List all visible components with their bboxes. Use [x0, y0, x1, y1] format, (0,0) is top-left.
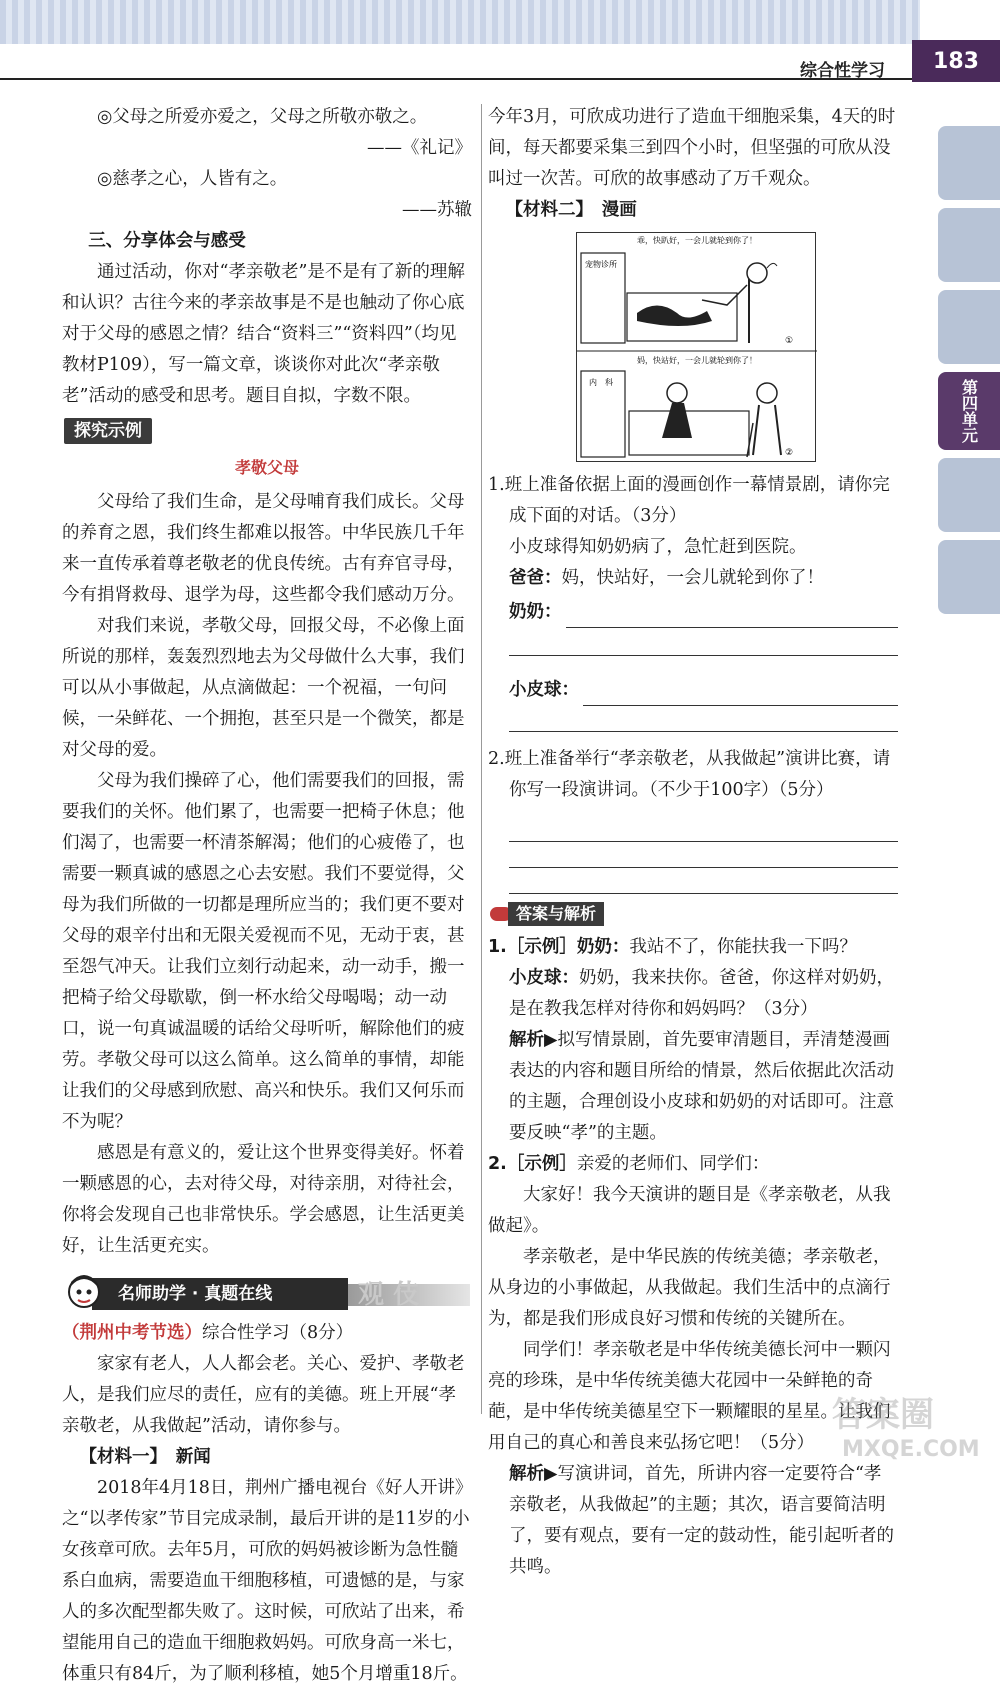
left-column	[62, 102, 472, 1690]
comic-caption-2: 妈，快站好，一会儿就轮到你了！	[637, 356, 757, 365]
speech-answer-line-1[interactable]	[509, 806, 898, 842]
grandma-answer-line-2[interactable]	[509, 628, 898, 656]
material-1-label: 【材料一】 新闻	[79, 1447, 211, 1467]
essay-paragraph: 感恩是有意义的，爱让这个世界变得美好。怀着一颗感恩的心，去对待父母，对待亲朋，对待社会，你将会发现自己也非常快乐。学会感恩，让生活更美好，让生活更充实。	[62, 1143, 465, 1256]
answer-2-greeting: 亲爱的老师们、同学们：	[576, 1154, 770, 1174]
answer-tag	[490, 902, 604, 926]
answer-tag-label: 答案与解析	[508, 902, 604, 926]
kid-answer-line[interactable]	[583, 682, 898, 706]
question-1: 1.班上准备依据上面的漫画创作一幕情景剧，请你完成下面的对话。（3分）	[488, 475, 890, 526]
kid-answer-row	[488, 656, 898, 706]
side-tab-3[interactable]	[938, 290, 1000, 364]
answer-2-paragraph: 同学们！孝亲敬老是中华传统美德长河中一颗闪亮的珍珠，是中华传统美德大花园中一朵鲜艳的奇葩，是中华传统美德星空下一颗耀眼的星星。让我们用自己的真心和善良来弘扬它吧！（5分）	[488, 1340, 891, 1453]
banner-main: 名师助学	[118, 1284, 186, 1304]
section-3-title: 三、分享体会与感受	[88, 231, 246, 251]
exam-intro: 家家有老人，人人都会老。关心、爱护、孝敬老人，是我们应尽的责任，应有的美德。班上开展“孝亲敬老，从我做起”活动，请你参与。	[62, 1354, 465, 1436]
header-pattern-band	[0, 0, 920, 44]
question-2: 2.班上准备举行“孝亲敬老，从我做起”演讲比赛，请你写一段演讲词。（不少于100字）（5分）	[488, 749, 891, 800]
comic-strip	[576, 232, 816, 462]
side-tab-unit-4[interactable]: 第四单元	[938, 372, 1000, 450]
watermark-url: MXQE.COM	[842, 1437, 980, 1462]
answer-1-head: 1.［示例］奶奶：	[488, 937, 630, 957]
header-rule	[0, 78, 920, 80]
side-tab-1[interactable]	[938, 126, 1000, 200]
banner-bar	[92, 1278, 348, 1310]
essay-paragraph: 父母为我们操碎了心，他们需要我们的回报，需要我们的关怀。他们累了，也需要一把椅子休息；他们渴了，也需要一杯清茶解渴；他们的心疲倦了，也需要一颗真诚的感恩之心去安慰。我们不要觉得，父母为我们所做的一切都是理所应当的；我们更不要对父母的艰辛付出和无限关爱视而不见，无动于衷，甚至怨气冲天。让我们立刻行动起来，动一动手，搬一把椅子给父母歇歇，倒一杯水给父母喝喝；动一动口，说一句真诚温暖的话给父母听听，解除他们的疲劳。孝敬父母可以这么简单。这么简单的事情，却能让我们的父母感到欣慰、高兴和快乐。我们又何乐而不为呢？	[62, 771, 465, 1132]
watermark-logo	[822, 1388, 1000, 1463]
banner-sep: ·	[191, 1284, 199, 1304]
essay-paragraph: 父母给了我们生命，是父母哺育我们成长。父母的养育之恩，我们终生都难以报答。中华民族几千年来一直传承着尊老敬老的优良传统。古有弃官寻母，今有捐肾救母、退学为母，这些都令我们感动万分。	[62, 492, 465, 605]
side-tab-5[interactable]	[938, 458, 1000, 532]
column-divider	[481, 104, 482, 1414]
example-tag: 探究示例	[64, 418, 152, 444]
grandma-answer-row	[488, 594, 898, 628]
essay-paragraph: 对我们来说，孝敬父母，回报父母，不必像上面所说的那样，轰轰烈烈地去为父母做什么大事，我们可以从小事做起，从点滴做起：一个祝福，一句问候，一朵鲜花、一个拥抱，甚至只是一个微笑，都是对父母的爱。	[62, 616, 465, 760]
exam-source: （荆州中考节选）	[62, 1323, 202, 1343]
comic-sign-pet-clinic: 宠物诊所	[585, 260, 617, 269]
answer-1-grandma: 我站不了，你能扶我一下吗？	[629, 937, 857, 957]
answer-2-paragraph: 孝亲敬老，是中华民族的传统美德；孝亲敬老，从身边的小事做起，从我做起。我们生活中的点滴行为，都是我们形成良好习惯和传统的关键所在。	[488, 1247, 891, 1329]
answer-1-kid: 奶奶，我来扶你。爸爸，你这样对奶奶，是在教我怎样对待你和妈妈吗？（3分）	[509, 968, 894, 1019]
grandma-label: 奶奶：	[509, 602, 562, 622]
answer-2-head: 2.［示例］	[488, 1154, 577, 1174]
banner-sub: 真题在线	[204, 1284, 273, 1304]
teacher-help-banner	[62, 1270, 472, 1314]
section-title: 综合性学习	[800, 61, 885, 81]
answer-2-explain: ▶写演讲词，首先，所讲内容一定要符合“孝亲敬老，从我做起”的主题；其次，语言要简洁明了，要有观点，要有一定的鼓动性，能引起听者的共鸣。	[509, 1464, 894, 1577]
quote-suzhe-source: ——苏辙	[402, 200, 472, 220]
dad-line: 妈，快站好，一会儿就轮到你了！	[561, 568, 824, 588]
kid-label: 小皮球：	[509, 680, 579, 700]
section-3-body: 通过活动，你对“孝亲敬老”是不是有了新的理解和认识？古往今来的孝亲故事是不是也触动了你心底对于父母的感恩之情？结合“资料三”“资料四”（均见教材P109），写一篇文章，谈谈你对此次“孝亲敬老”活动的感受和思考。题目自拟，字数不限。	[62, 262, 465, 406]
material-1-continued: 今年3月，可欣成功进行了造血干细胞采集，4天的时间，每天都要采集三到四个小时，但坚强的可欣从没叫过一次苦。可欣的故事感动了万千观众。	[488, 107, 896, 189]
page-number: 183	[912, 40, 1000, 82]
exam-title: 综合性学习（8分）	[202, 1323, 354, 1343]
quote-suzhe: ◎慈孝之心，人皆有之。	[97, 169, 288, 189]
right-column	[488, 102, 898, 1583]
watermark-text: 答案圈	[832, 1395, 934, 1435]
comic-panel-2-number: ②	[785, 448, 794, 458]
side-tab-2[interactable]	[938, 208, 1000, 282]
answer-1-explain-label: 解析	[509, 1030, 544, 1050]
answer-2-explain-label: 解析	[509, 1464, 544, 1484]
speech-answer-line-2[interactable]	[509, 842, 898, 868]
comic-sign-internal-medicine: 内 科	[589, 378, 613, 387]
kid-answer-line-2[interactable]	[509, 706, 898, 732]
mascot-icon	[66, 1272, 102, 1312]
essay-title: 孝敬父母	[234, 458, 299, 477]
quote-liji-source: ——《礼记》	[367, 138, 472, 158]
answer-1-explain: ▶拟写情景剧，首先要审清题目，弄清楚漫画表达的内容和题目所给的情景，然后依据此次活动的主题，合理创设小皮球和奶奶的对话即可。注意要反映“孝”的主题。	[509, 1030, 894, 1143]
comic-panel-1-number: ①	[785, 336, 794, 346]
answer-1-kid-label: 小皮球：	[509, 968, 579, 988]
quote-liji: ◎父母之所爱亦爱之，父母之所敬亦敬之。	[97, 107, 428, 127]
material-1-text: 2018年4月18日，荆州广播电视台《好人开讲》之“以孝传家”节目完成录制，最后开讲的是11岁的小女孩章可欣。去年5月，可欣的妈妈被诊断为急性髓系白血病，需要造血干细胞移植，可遗憾的是，与家人的多次配型都失败了。这时候，可欣站了出来，希望能用自己的造血干细胞救妈妈。可欣身高一米七，体重只有84斤，为了顺利移植，她5个月增重18斤。	[62, 1478, 470, 1684]
grandma-answer-line[interactable]	[566, 604, 899, 628]
comic-drawing	[577, 233, 817, 463]
side-tab-6[interactable]	[938, 540, 1000, 614]
dad-label: 爸爸：	[509, 568, 562, 588]
banner-tail: 观 伎	[348, 1284, 470, 1306]
comic-caption-1: 乖，快趴好，一会儿就轮到你了！	[637, 236, 757, 245]
answer-2-paragraph: 大家好！我今天演讲的题目是《孝亲敬老，从我做起》。	[488, 1185, 891, 1236]
speech-answer-line-3[interactable]	[509, 868, 898, 894]
question-1-context: 小皮球得知奶奶病了，急忙赶到医院。	[509, 537, 807, 557]
material-2-label: 【材料二】 漫画	[505, 200, 637, 220]
